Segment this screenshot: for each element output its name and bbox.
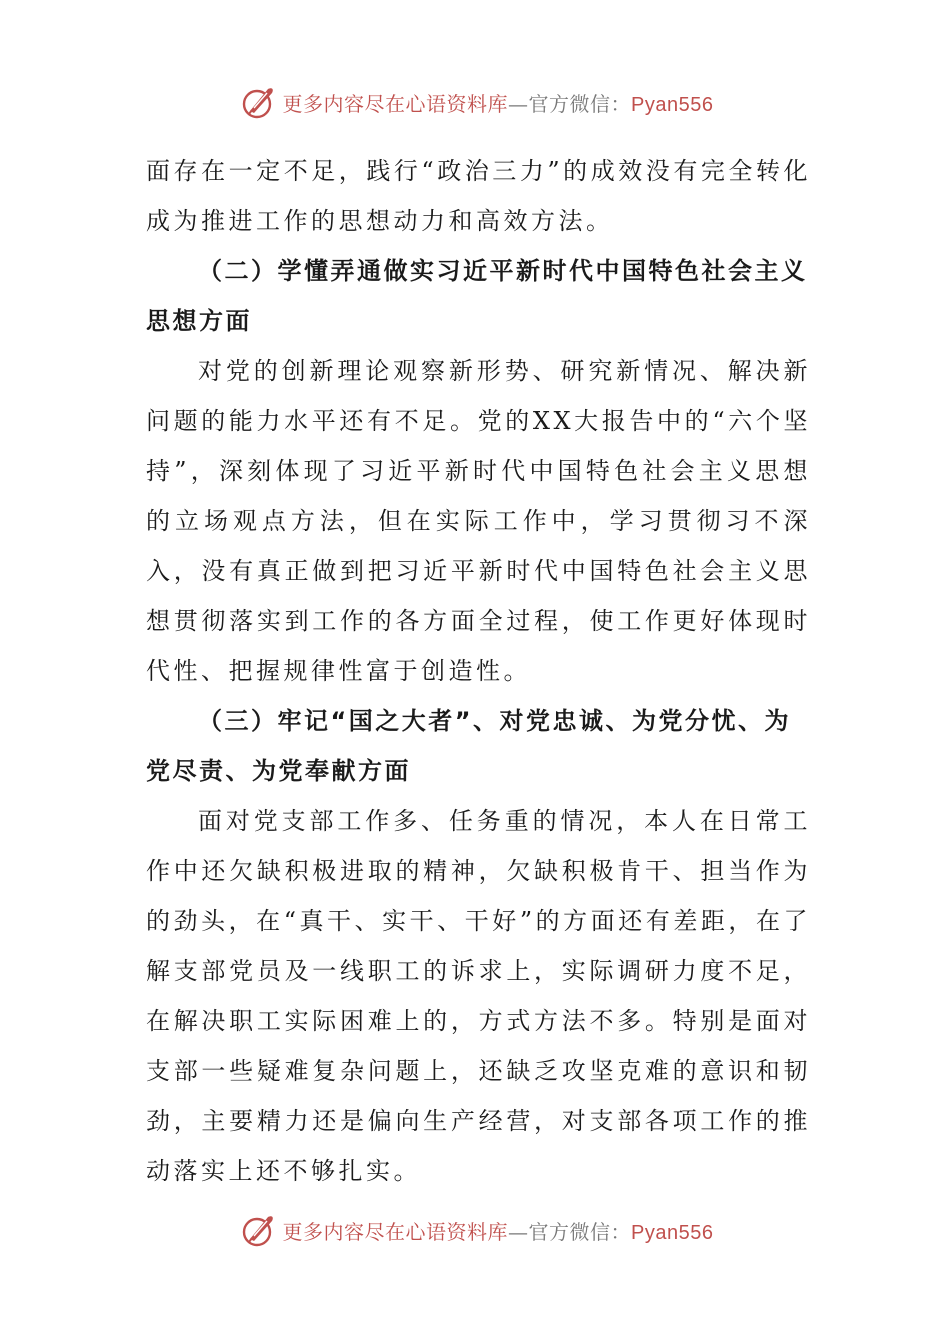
paragraph-continued: 面存在一定不足，践行“政治三力”的成效没有完全转化成为推进工作的思想动力和高效方法。 <box>146 157 811 235</box>
banner-text <box>283 1216 714 1245</box>
section-heading-3: （三）牢记“国之大者”、对党忠诚、为党分忧、为党尽责、为党奉献方面 <box>146 707 792 785</box>
banner-wechat-id: Pyan556 <box>631 93 714 116</box>
banner-dash: — <box>508 91 529 116</box>
banner-dash: — <box>508 1219 529 1244</box>
footer-banner <box>0 1208 950 1252</box>
banner-sub-text: 官方微信： <box>528 1219 632 1244</box>
header-banner <box>0 80 950 124</box>
banner-main-text: 更多内容尽在心语资料库 <box>282 1219 509 1244</box>
section-heading-2: （二）学懂弄通做实习近平新时代中国特色社会主义思想方面 <box>146 257 808 335</box>
paragraph-section-3: 面对党支部工作多、任务重的情况，本人在日常工作中还欠缺积极进取的精神，欠缺积极肯干、担当作为的劲头，在“真干、实干、干好”的方面还有差距，在了解支部党员及一线职工的诉求上，实际调研力度不足，在解决职工实际困难上的，方式方法不多。特别是面对支部一些疑难复杂问题上，还缺乏攻坚克难的意识和韧劲，主要精力还是偏向生产经营，对支部各项工作的推动落实上还不够扎实。 <box>146 807 811 1185</box>
quill-pen-circle-icon <box>241 1212 277 1248</box>
banner-text <box>283 88 714 117</box>
paragraph-section-2: 对党的创新理论观察新形势、研究新情况、解决新问题的能力水平还有不足。党的XX大报告中的“六个坚持”，深刻体现了习近平新时代中国特色社会主义思想的立场观点方法，但在实际工作中，学习贯彻习不深入，没有真正做到把习近平新时代中国特色社会主义思想贯彻落实到工作的各方面全过程，使工作更好体现时代性、把握规律性富于创造性。 <box>146 357 811 685</box>
banner-main-text: 更多内容尽在心语资料库 <box>282 91 509 116</box>
banner-wechat-id: Pyan556 <box>631 1221 714 1244</box>
footer-banner-content <box>241 1212 714 1248</box>
header-banner-content <box>241 84 714 120</box>
document-body <box>146 146 811 1196</box>
quill-pen-circle-icon <box>241 84 277 120</box>
banner-sub-text: 官方微信： <box>528 91 632 116</box>
